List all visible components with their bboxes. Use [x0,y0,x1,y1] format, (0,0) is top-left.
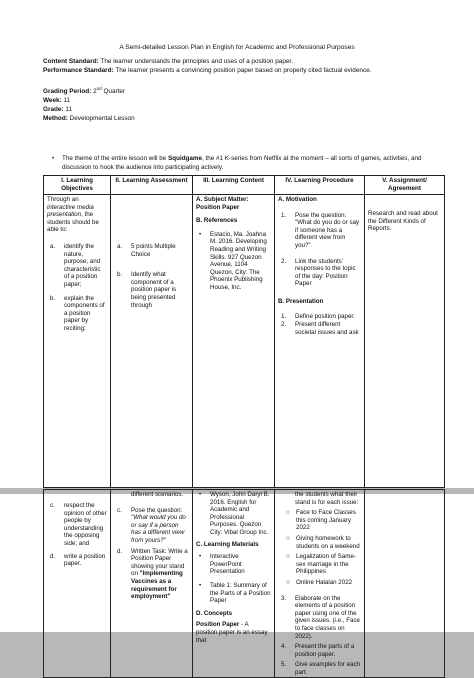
standards-block [43,57,443,123]
header-procedure: IV. Learning Procedure [275,176,365,195]
motivation-step-2: 2. Link the students' responses to the topic of the day: Position Paper [281,257,356,288]
lesson-theme: • The theme of the entire lesson will be Squidgame, the #1 K-series from Netflix at the moment – all sorts of games, activities, and discussion to hook the audience into participating actively. [52,155,422,171]
procedure-cell-continued [275,490,364,677]
objective-a: a. identify the nature, purpose, and characteristic of a position paper; [50,242,101,288]
table-header-row [44,176,445,195]
presentation-step-1: 1. Define position paper. [281,312,355,320]
header-content: III. Learning Content [193,176,275,195]
reference-item: • Estacio, Ma. Joahna M. 2016. Developing Reading and Writing Skills. 927 Quezon Avenue, 1104 Quezon, City: The Phoenix Publishing House, Inc. [199,230,267,291]
objectives-cell-continued [44,490,110,569]
procedure-cell [275,195,364,337]
content-cell-continued [193,490,274,645]
table-row [44,490,445,678]
objectives-cell [44,195,110,334]
presentation-step-2: 2. Present different societal issues and ask [281,321,359,336]
presentation-step-5: 5. Give examples for each part. [281,661,360,676]
presentation-step-2-continued: the students what their stand is for each issue: [295,491,359,506]
learning-materials-heading: C. Learning Materials [196,540,259,548]
reference-item-2: • Wyson, John Daryl B. 2016. English for Academic and Professional Purposes. Quezon City: Vibal Group Inc. [199,491,270,536]
content-standard: Content Standard: The learner understands the principles and uses of a position paper. [43,58,293,65]
motivation-heading: A. Motivation [278,196,317,203]
performance-standard: Performance Standard: The learner presents a convincing position paper based on properly cited factual evidence. [43,67,372,74]
grade: Grade: 11 [43,106,73,114]
lesson-plan-table-p1 [43,175,445,488]
objectives-intro: Through an interactive media presentation, the students should be able to: [47,196,99,234]
objective-d: d. write a position paper. [50,552,106,568]
concepts-heading: D. Concepts [196,609,233,617]
table-row [44,195,445,488]
material-item: • Interactive PowerPoint Presentation [199,553,245,576]
references-heading: B. References [196,217,238,225]
document-title: A Semi-detailed Lesson Plan in English for Academic and Professional Purposes [119,44,355,51]
document-page-2 [0,491,474,676]
assessment-cell-continued [111,490,192,602]
grading-period: Grading Period: 2nd Quarter [43,86,126,96]
assessment-c: c. Pose the question: "What would you do or say if a person has a different view from yours?" [117,506,186,544]
issue-item: ○ Legalization of Same-sex marriage in the Philippines [286,553,356,576]
motivation-step-1: 1. Pose the question: "What do you do or say if someone has a different view from you?" [281,211,360,249]
assignment-cell-continued [365,490,444,492]
issue-item: ○ Online Halalan 2022 [286,578,353,586]
assessment-b-continued: different scenarios. [131,491,184,498]
concept-definition: Position Paper - A position paper is an essay that [196,621,268,644]
objective-c: c. respect the opinion of other people by understanding the opposing side; and [50,502,107,547]
assignment-text: Research and read about the Different Kinds of Reports. [368,210,438,233]
assignment-cell [365,195,444,234]
presentation-step-4: 4. Present the parts of a position paper. [281,643,355,658]
assessment-d: d. Written Task: Write a Position Paper showing your stand on "Implementing Vaccines as a requirement for employment" [117,547,188,601]
lesson-plan-table-p2 [43,489,445,678]
week: Week: 11 [43,97,71,105]
assessment-a: a. 5 points Multiple Choice [117,243,176,258]
presentation-heading: B. Presentation [278,297,324,305]
material-item: • Table 1: Summary of the Parts of a Position Paper [199,581,271,605]
header-assessment: II. Learning Assessment [111,176,193,195]
method: Method: Developmental Lesson [43,115,135,123]
assessment-b: b. Identify what component of a position paper is being presented through [117,271,177,309]
assessment-cell [111,195,192,310]
issue-item: ○ Giving homework to students on a weekend [286,534,360,550]
header-objectives: I. Learning Objectives [44,176,111,195]
content-cell [193,195,274,293]
subject-matter: A. Subject Matter: Position Paper [196,196,249,211]
objective-b: b. explain the components of a position paper by reciting; [50,294,105,332]
presentation-step-3: 3. Elaborate on the elements of a position paper using one of the given issues. (i.e., Face to face classes on 2022). [281,594,360,640]
header-assignment: V. Assignment/ Agreement [365,176,445,195]
issue-item: ○ Face to Face Classes this coming January 2022 [286,509,356,532]
